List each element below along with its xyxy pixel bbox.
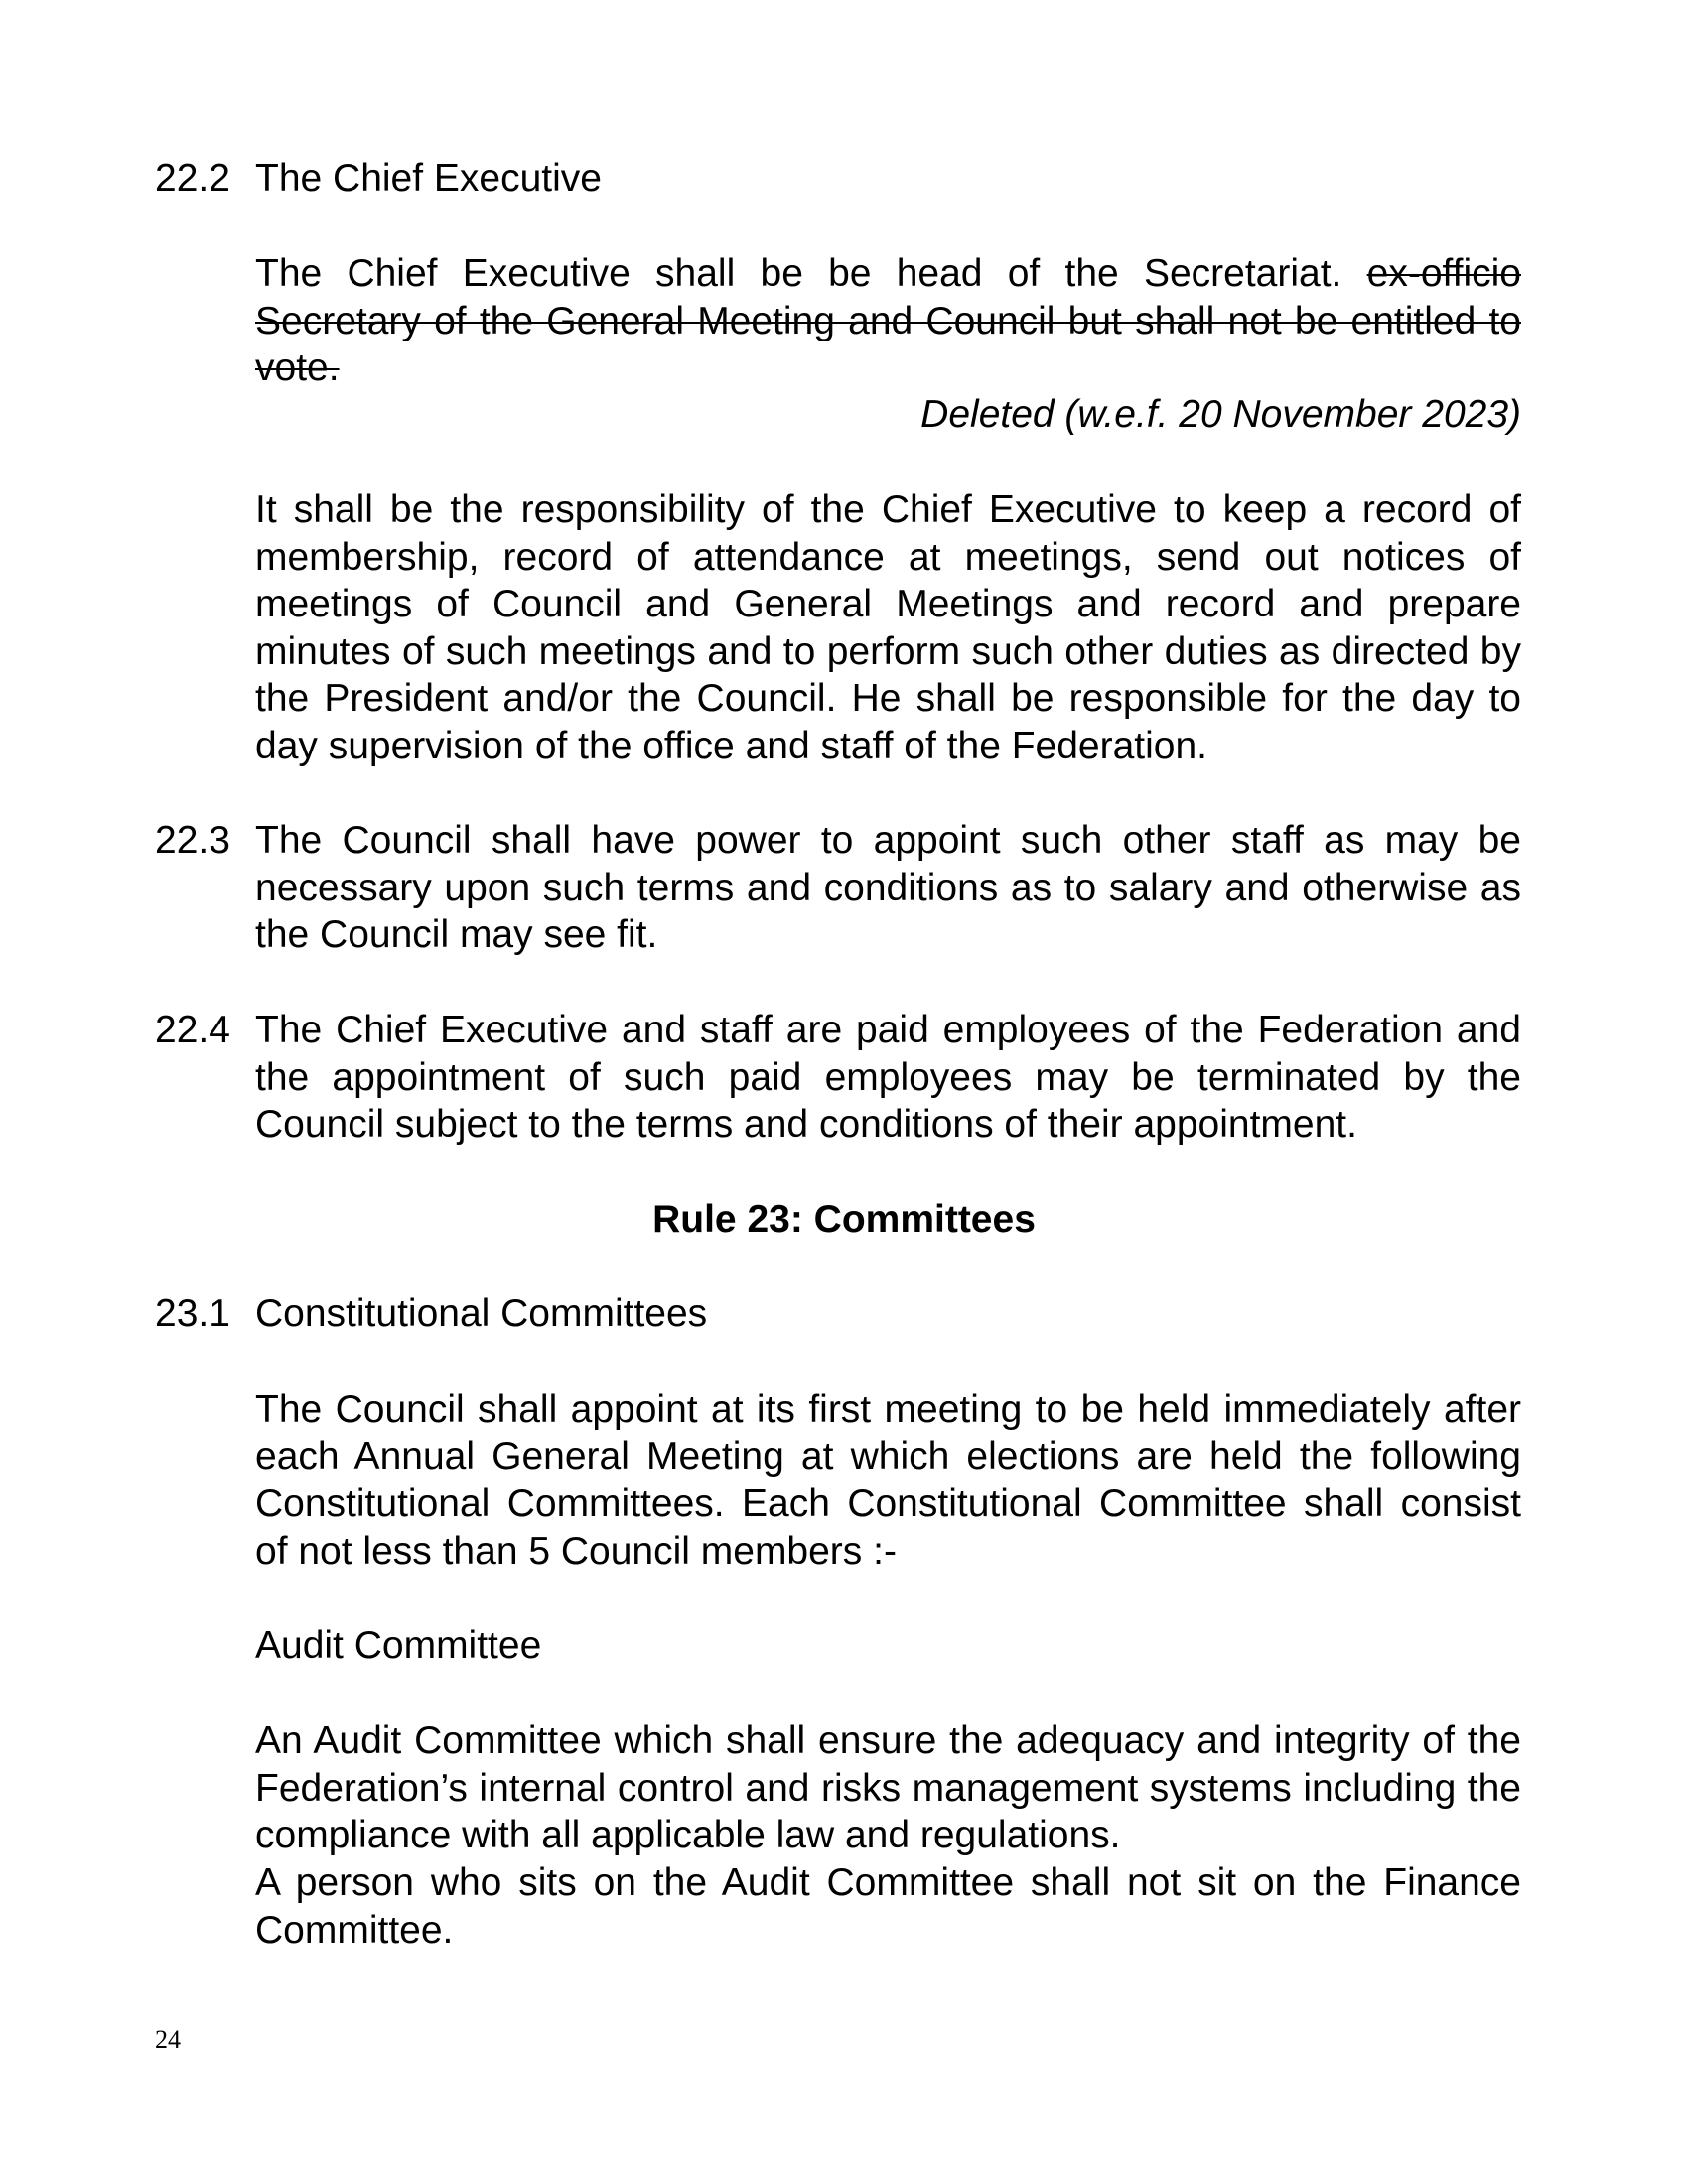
chief-executive-responsibilities-paragraph: It shall be the responsibility of the Chief Executive to keep a record of membership, record of attendance at meetings, send out notices of meetings of Council and General Meetings and record and prepare minutes of such meetings and to perform such other duties as directed by the President and/or the Council. He shall be responsible for the day to day supervision of the office and staff of the Federation. — [255, 488, 1521, 767]
audit-committee-restriction-paragraph: A person who sits on the Audit Committee shall not sit on the Finance Committee. — [255, 1861, 1521, 1952]
section-number-22-2: 22.2 — [155, 157, 230, 200]
rule-23-heading: Rule 23: Committees — [652, 1198, 1036, 1241]
section-number-23-1: 23.1 — [155, 1293, 230, 1335]
chief-executive-kept-text: The Chief Executive shall be be head of the Secretariat. — [255, 252, 1342, 295]
chief-executive-paragraph — [255, 250, 1521, 392]
section-title-constitutional-committees: Constitutional Committees — [255, 1293, 708, 1335]
section-number-22-4: 22.4 — [155, 1009, 230, 1051]
deleted-struck-text: ex-officio Secretary of the General Meeting and Council but shall not be entitled to vote. — [255, 252, 1521, 389]
section-22-4-text: The Chief Executive and staff are paid employees of the Federation and the appointment of such paid employees may be terminated by the Council subject to the terms and conditions of their appointment. — [255, 1009, 1521, 1146]
constitutional-committees-paragraph: The Council shall appoint at its first meeting to be held immediately after each Annual General Meeting at which elections are held the following Constitutional Committees. Each Constitutional Committee shall consist of not less than 5 Council members :- — [255, 1388, 1521, 1572]
audit-committee-paragraph: An Audit Committee which shall ensure the adequacy and integrity of the Federation’s internal control and risks management systems including the compliance with all applicable law and regulations. — [255, 1719, 1521, 1856]
section-number-22-3: 22.3 — [155, 819, 230, 862]
deletion-note: Deleted (w.e.f. 20 November 2023) — [920, 393, 1521, 436]
section-22-3-text: The Council shall have power to appoint such other staff as may be necessary upon such terms and conditions as to salary and otherwise as the Council may see fit. — [255, 819, 1521, 956]
page-number: 24 — [155, 2025, 181, 2054]
audit-committee-subheading: Audit Committee — [255, 1624, 542, 1667]
section-title-chief-executive: The Chief Executive — [255, 157, 603, 200]
